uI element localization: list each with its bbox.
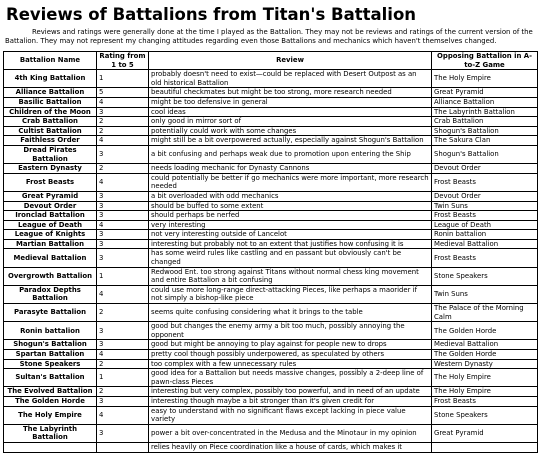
battalion-name-cell: Sultan's Battalion [4, 369, 97, 387]
opponent-cell: Stone Speakers [432, 267, 538, 285]
review-cell: good but changes the enemy army a bit too much, possibly annoying the opponent [149, 322, 432, 340]
opponent-cell: Medieval Battalion [432, 340, 538, 350]
table-row [4, 191, 538, 201]
table-row [4, 107, 538, 117]
battalion-name-cell: Shogun's Battalion [4, 340, 97, 350]
table-row [4, 173, 538, 191]
battalion-name-cell: Cultist Battalion [4, 126, 97, 136]
table-row [4, 442, 538, 452]
rating-cell [97, 442, 149, 452]
review-cell: might be too defensive in general [149, 97, 432, 107]
table-row [4, 117, 538, 127]
rating-cell: 3 [97, 396, 149, 406]
review-cell: very interesting [149, 220, 432, 230]
battalion-name-cell: League of Knights [4, 230, 97, 240]
review-cell: a bit overloaded with odd mechanics [149, 191, 432, 201]
battalion-name-cell: Ronin battalion [4, 322, 97, 340]
rating-cell: 2 [97, 164, 149, 174]
opponent-cell: The Golden Horde [432, 322, 538, 340]
rating-cell: 4 [97, 173, 149, 191]
rating-cell: 3 [97, 230, 149, 240]
battalion-name-cell: League of Death [4, 220, 97, 230]
table-row [4, 164, 538, 174]
battalion-name-cell: Spartan Battalion [4, 350, 97, 360]
table-row [4, 126, 538, 136]
table-row [4, 249, 538, 267]
battalion-name-cell: Crab Battalion [4, 117, 97, 127]
battalion-name-cell: Paradox Depths Battalion [4, 285, 97, 303]
opponent-cell: Alliance Battalion [432, 97, 538, 107]
rating-cell: 3 [97, 239, 149, 249]
opponent-cell: Ronin battalion [432, 230, 538, 240]
opponent-cell: Frost Beasts [432, 396, 538, 406]
opponent-cell: The Holy Empire [432, 387, 538, 397]
rating-cell: 3 [97, 340, 149, 350]
header-opposing-battalion: Opposing Battalion in A-to-Z Game [432, 52, 538, 70]
rating-cell: 2 [97, 304, 149, 322]
rating-cell: 3 [97, 107, 149, 117]
table-row [4, 88, 538, 98]
header-battalion-name: Battalion Name [4, 52, 97, 70]
table-row [4, 220, 538, 230]
table-row [4, 145, 538, 163]
table-row [4, 267, 538, 285]
opponent-cell: Twin Suns [432, 201, 538, 211]
review-cell: not very interesting outside of Lancelot [149, 230, 432, 240]
battalion-name-cell: Frost Beasts [4, 173, 97, 191]
review-cell: pretty cool though possibly underpowered, as speculated by others [149, 350, 432, 360]
rating-cell: 3 [97, 201, 149, 211]
rating-cell: 1 [97, 369, 149, 387]
review-cell: probably doesn't need to exist—could be replaced with Desert Outpost as an old historical Battalion [149, 70, 432, 88]
opponent-cell [432, 442, 538, 452]
battalion-name-cell: Parasyte Battalion [4, 304, 97, 322]
battalion-name-cell: Faithless Order [4, 136, 97, 146]
battalion-name-cell [4, 442, 97, 452]
opponent-cell: Crab Battalion [432, 117, 538, 127]
review-cell: easy to understand with no significant flaws except lacking in piece value variety [149, 406, 432, 424]
rating-cell: 4 [97, 406, 149, 424]
table-row [4, 369, 538, 387]
rating-cell: 4 [97, 350, 149, 360]
table-row [4, 239, 538, 249]
review-cell: power a bit over-concentrated in the Medusa and the Minotaur in my opinion [149, 424, 432, 442]
table-header-row [4, 52, 538, 70]
review-cell: relies heavily on Piece coordination like a house of cards, which makes it [149, 442, 432, 452]
opponent-cell: Great Pyramid [432, 88, 538, 98]
review-cell: interesting but very complex, possibly too powerful, and in need of an update [149, 387, 432, 397]
table-row [4, 350, 538, 360]
rating-cell: 3 [97, 322, 149, 340]
review-cell: Redwood Ent. too strong against Titans without normal chess king movement and entire Battalion a bit confusing [149, 267, 432, 285]
review-cell: too complex with a few unnecessary rules [149, 359, 432, 369]
battalion-name-cell: Overgrowth Battalion [4, 267, 97, 285]
review-cell: a bit confusing and perhaps weak due to promotion upon entering the Ship [149, 145, 432, 163]
rating-cell: 3 [97, 211, 149, 221]
opponent-cell: Shogun's Battalion [432, 145, 538, 163]
rating-cell: 3 [97, 191, 149, 201]
table-row [4, 70, 538, 88]
opponent-cell: Great Pyramid [432, 424, 538, 442]
table-row [4, 230, 538, 240]
review-cell: good but might be annoying to play against for people new to drops [149, 340, 432, 350]
opponent-cell: Shogun's Battalion [432, 126, 538, 136]
battalion-name-cell: Alliance Battalion [4, 88, 97, 98]
rating-cell: 1 [97, 70, 149, 88]
opponent-cell: The Golden Horde [432, 350, 538, 360]
opponent-cell: Medieval Battalion [432, 239, 538, 249]
table-row [4, 359, 538, 369]
rating-cell: 3 [97, 424, 149, 442]
rating-cell: 2 [97, 126, 149, 136]
review-cell: might still be a bit overpowered actually, especially against Shogun's Battalion [149, 136, 432, 146]
battalion-name-cell: Great Pyramid [4, 191, 97, 201]
review-cell: good idea for a Battalion but needs massive changes, possibly a 2-deep line of pawn-class Pieces [149, 369, 432, 387]
opponent-cell: Devout Order [432, 164, 538, 174]
table-row [4, 201, 538, 211]
rating-cell: 2 [97, 117, 149, 127]
opponent-cell: The Labyrinth Battalion [432, 107, 538, 117]
header-rating: Rating from 1 to 5 [97, 52, 149, 70]
opponent-cell: Twin Suns [432, 285, 538, 303]
review-cell: beautiful checkmates but might be too strong, more research needed [149, 88, 432, 98]
review-cell: could use more long-range direct-attacking Pieces, like perhaps a maorider if not simply a bishop-like piece [149, 285, 432, 303]
review-cell: only good in mirror sort of [149, 117, 432, 127]
opponent-cell: League of Death [432, 220, 538, 230]
review-cell: interesting but probably not to an extent that justifies how confusing it is [149, 239, 432, 249]
table-row [4, 322, 538, 340]
rating-cell: 1 [97, 267, 149, 285]
header-review: Review [149, 52, 432, 70]
table-row [4, 304, 538, 322]
battalion-name-cell: Dread Pirates Battalion [4, 145, 97, 163]
opponent-cell: The Sakura Clan [432, 136, 538, 146]
review-cell: should perhaps be nerfed [149, 211, 432, 221]
battalion-name-cell: Devout Order [4, 201, 97, 211]
review-cell: could potentially be better if go mechanics were more important, more research needed [149, 173, 432, 191]
rating-cell: 3 [97, 249, 149, 267]
review-cell: potentially could work with some changes [149, 126, 432, 136]
rating-cell: 4 [97, 285, 149, 303]
opponent-cell: Frost Beasts [432, 173, 538, 191]
page-title: Reviews of Battalions from Titan's Battalion [6, 5, 417, 24]
rating-cell: 3 [97, 145, 149, 163]
table-row [4, 340, 538, 350]
opponent-cell: Frost Beasts [432, 211, 538, 221]
intro-paragraph: Reviews and ratings were generally done at the time I played as the Battalion. They may not be reviews and ratings of the current version of the Battalion. They may not represent my changing attitudes regarding even those Battalions and mechanics which haven't themselves changed. [5, 28, 533, 45]
battalion-name-cell: The Golden Horde [4, 396, 97, 406]
battalion-name-cell: Medieval Battalion [4, 249, 97, 267]
rating-cell: 2 [97, 359, 149, 369]
review-cell: seems quite confusing considering what it brings to the table [149, 304, 432, 322]
table-row [4, 406, 538, 424]
opponent-cell: The Holy Empire [432, 369, 538, 387]
battalion-name-cell: Martian Battalion [4, 239, 97, 249]
battalion-name-cell: The Evolved Battalion [4, 387, 97, 397]
opponent-cell: Frost Beasts [432, 249, 538, 267]
battalion-name-cell: The Labyrinth Battalion [4, 424, 97, 442]
battalion-name-cell: Children of the Moon [4, 107, 97, 117]
battalion-name-cell: Eastern Dynasty [4, 164, 97, 174]
review-cell: interesting though maybe a bit stronger than it's given credit for [149, 396, 432, 406]
rating-cell: 4 [97, 136, 149, 146]
opponent-cell: The Palace of the Morning Calm [432, 304, 538, 322]
battalion-name-cell: 4th King Battalion [4, 70, 97, 88]
reviews-table [3, 51, 538, 453]
review-cell: needs loading mechanic for Dynasty Cannons [149, 164, 432, 174]
rating-cell: 2 [97, 387, 149, 397]
opponent-cell: Western Dynasty [432, 359, 538, 369]
table-row [4, 211, 538, 221]
rating-cell: 5 [97, 88, 149, 98]
battalion-name-cell: Stone Speakers [4, 359, 97, 369]
rating-cell: 4 [97, 220, 149, 230]
battalion-name-cell: Basilic Battalion [4, 97, 97, 107]
battalion-name-cell: The Holy Empire [4, 406, 97, 424]
table-row [4, 97, 538, 107]
opponent-cell: Devout Order [432, 191, 538, 201]
table-row [4, 285, 538, 303]
table-row [4, 136, 538, 146]
battalion-name-cell: Ironclad Battalion [4, 211, 97, 221]
rating-cell: 4 [97, 97, 149, 107]
review-cell: cool ideas [149, 107, 432, 117]
opponent-cell: The Holy Empire [432, 70, 538, 88]
table-row [4, 424, 538, 442]
review-cell: has some weird rules like castling and en passant but obviously can't be changed [149, 249, 432, 267]
opponent-cell: Stone Speakers [432, 406, 538, 424]
review-cell: should be buffed to some extent [149, 201, 432, 211]
table-row [4, 387, 538, 397]
